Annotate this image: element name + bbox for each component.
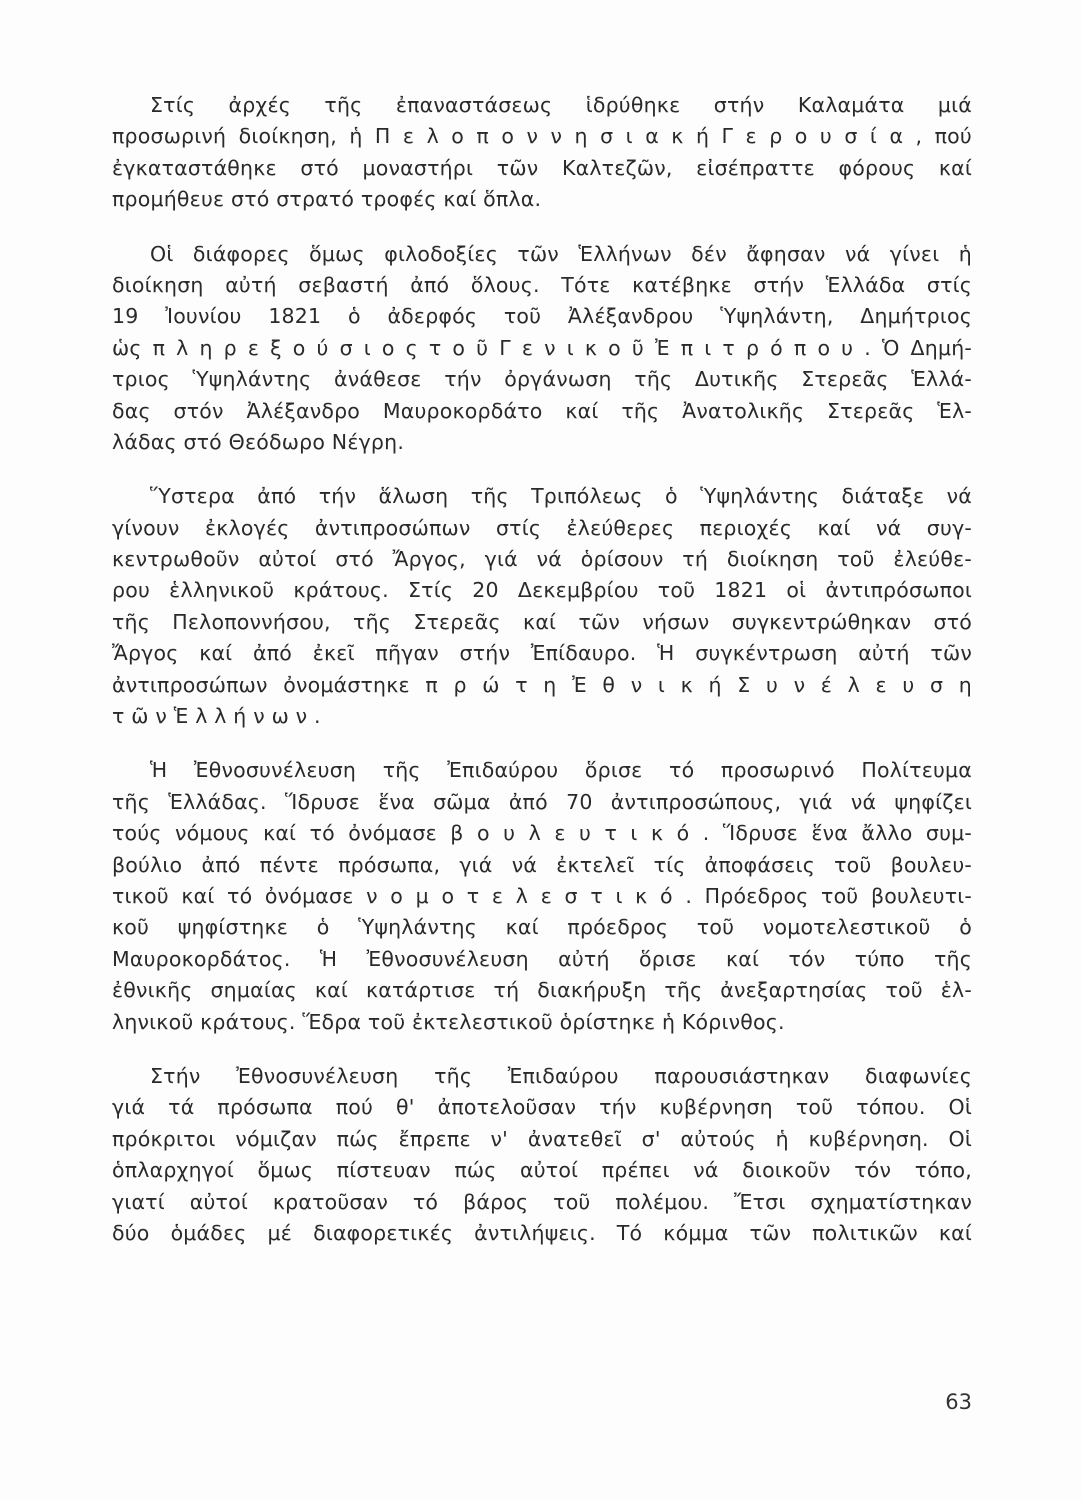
text-line: ὁπλαρχηγοί ὅμως πίστευαν πώς αὐτοί πρέπει νά διοικοῦν τόν τόπο, <box>112 1158 972 1183</box>
text-line: τικοῦ καί τό ὀνόμασε ν ο μ ο τ ε λ ε σ τ ι κ ό . Πρόεδρος τοῦ βουλευτι- <box>112 883 972 908</box>
text-line: πρόκριτοι νόμιζαν πώς ἔπρεπε ν' ἀνατεθεῖ σ' αὐτούς ἡ κυβέρνηση. Οἱ <box>112 1126 972 1151</box>
text-line: ἀντιπροσώπων ὀνομάστηκε π ρ ώ τ η Ἐ θ ν ι κ ή Σ υ ν έ λ ε υ σ η <box>112 672 972 697</box>
paragraph-2 <box>112 239 972 459</box>
page-number: 63 <box>945 1390 972 1414</box>
text-line: τούς νόμους καί τό ὀνόμασε β ο υ λ ε υ τ ι κ ό . Ἵδρυσε ἕνα ἄλλο συμ- <box>112 821 972 846</box>
paragraph-4 <box>112 755 972 1038</box>
text-line: ἐγκαταστάθηκε στό μοναστήρι τῶν Καλτεζῶν, εἰσέπραττε φόρους καί <box>112 155 972 180</box>
text-line: ἐθνικῆς σημαίας καί κατάρτισε τή διακήρυξη τῆς ἀνεξαρτησίας τοῦ ἑλ- <box>112 978 972 1003</box>
paragraph-1 <box>112 90 972 216</box>
text-line: κοῦ ψηφίστηκε ὁ Ὑψηλάντης καί πρόεδρος τοῦ νομοτελεστικοῦ ὁ <box>112 915 972 940</box>
text-line: ὡς π λ η ρ ε ξ ο ύ σ ι ο ς τ ο ῦ Γ ε ν ι κ ο ῦ Ἐ π ι τ ρ ό π ο υ . Ὁ Δημή- <box>112 335 972 360</box>
text-line: γιά τά πρόσωπα πού θ' ἀποτελοῦσαν τήν κυβέρνηση τοῦ τόπου. Οἱ <box>112 1095 972 1120</box>
text-line: ληνικοῦ κράτους. Ἕδρα τοῦ ἐκτελεστικοῦ ὁρίστηκε ἡ Κόρινθος. <box>112 1009 785 1034</box>
paragraph-5 <box>112 1061 972 1249</box>
text-line: Ἄργος καί ἀπό ἐκεῖ πῆγαν στήν Ἐπίδαυρο. Ἡ συγκέντρωση αὐτή τῶν <box>112 641 972 666</box>
text-line: Ἡ Ἐθνοσυνέλευση τῆς Ἐπιδαύρου ὅρισε τό προσωρινό Πολίτευμα <box>150 758 972 783</box>
text-line: διοίκηση αὐτή σεβαστή ἀπό ὅλους. Τότε κατέβηκε στήν Ἑλλάδα στίς <box>112 272 972 297</box>
text-line: γιατί αὐτοί κρατοῦσαν τό βάρος τοῦ πολέμου. Ἔτσι σχηματίστηκαν <box>112 1189 972 1214</box>
text-line: προσωρινή διοίκηση, ἡ Π ε λ ο π ο ν ν η σ ι α κ ή Γ ε ρ ο υ σ ί α , πού <box>112 124 972 149</box>
text-line: 19 Ἰουνίου 1821 ὁ ἀδερφός τοῦ Ἀλέξανδρου Ὑψηλάντη, Δημήτριος <box>112 304 972 329</box>
text-line: γίνουν ἐκλογές ἀντιπροσώπων στίς ἐλεύθερες περιοχές καί νά συγ- <box>112 515 972 540</box>
body-text <box>112 90 972 1272</box>
paragraph-3 <box>112 481 972 732</box>
text-line: τ ῶ ν Ἑ λ λ ή ν ω ν . <box>112 704 321 729</box>
text-line: κεντρωθοῦν αὐτοί στό Ἄργος, γιά νά ὁρίσουν τή διοίκηση τοῦ ἐλεύθε- <box>112 547 972 572</box>
text-line: ρου ἑλληνικοῦ κράτους. Στίς 20 Δεκεμβρίου τοῦ 1821 οἱ ἀντιπρόσωποι <box>112 578 972 603</box>
text-line: προμήθευε στό στρατό τροφές καί ὅπλα. <box>112 187 542 212</box>
text-line: Στίς ἀρχές τῆς ἐπαναστάσεως ἱδρύθηκε στήν Καλαμάτα μιά <box>150 93 972 117</box>
text-line: βούλιο ἀπό πέντε πρόσωπα, γιά νά ἐκτελεῖ τίς ἀποφάσεις τοῦ βουλευ- <box>112 852 972 877</box>
text-line: Μαυροκορδάτος. Ἡ Ἐθνοσυνέλευση αὐτή ὅρισε καί τόν τύπο τῆς <box>112 946 972 971</box>
text-line: δας στόν Ἀλέξανδρο Μαυροκορδάτο καί τῆς Ἀνατολικῆς Στερεᾶς Ἑλ- <box>112 398 972 423</box>
text-line: Ὕστερα ἀπό τήν ἅλωση τῆς Τριπόλεως ὁ Ὑψηλάντης διάταξε νά <box>150 484 972 509</box>
text-line: δύο ὁμάδες μέ διαφορετικές ἀντιλήψεις. Τό κόμμα τῶν πολιτικῶν καί <box>112 1220 972 1245</box>
text-line: λάδας στό Θεόδωρο Νέγρη. <box>112 429 405 454</box>
text-line: τῆς Πελοποννήσου, τῆς Στερεᾶς καί τῶν νήσων συγκεντρώθηκαν στό <box>112 609 972 634</box>
text-line: Στήν Ἐθνοσυνέλευση τῆς Ἐπιδαύρου παρουσιάστηκαν διαφωνίες <box>150 1063 972 1088</box>
text-line: τῆς Ἑλλάδας. Ἵδρυσε ἕνα σῶμα ἀπό 70 ἀντιπροσώπους, γιά νά ψηφίζει <box>112 789 972 814</box>
text-line: Οἱ διάφορες ὅμως φιλοδοξίες τῶν Ἑλλήνων δέν ἄφησαν νά γίνει ἡ <box>150 241 972 266</box>
text-line: τριος Ὑψηλάντης ἀνάθεσε τήν ὀργάνωση τῆς Δυτικῆς Στερεᾶς Ἑλλά- <box>112 367 972 392</box>
